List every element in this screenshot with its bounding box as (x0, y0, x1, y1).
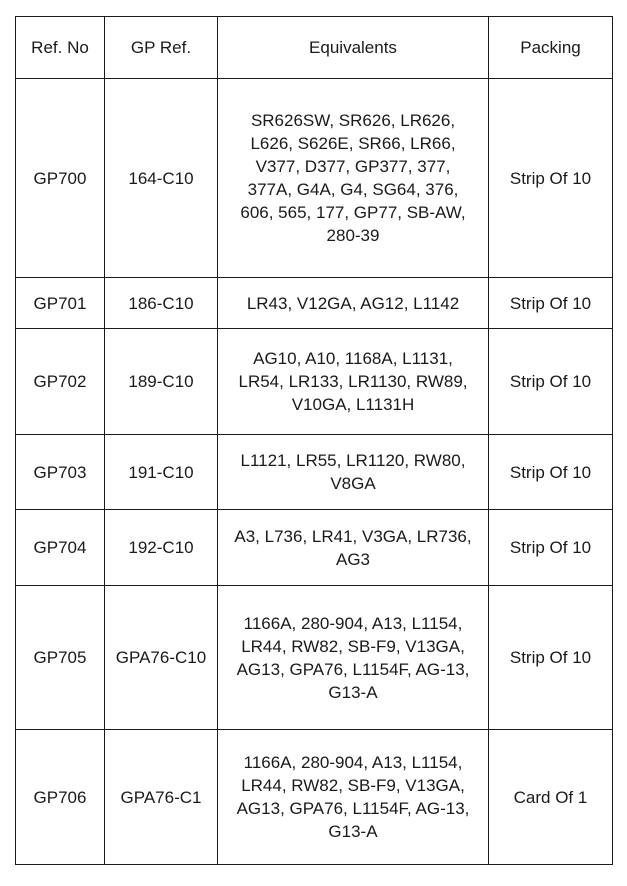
equivalents-cell (218, 586, 489, 730)
header-packing: Packing (489, 17, 613, 79)
table-row (16, 510, 613, 586)
equivalents-line: G13-A (328, 682, 378, 702)
ref-no-cell: GP705 (16, 586, 105, 730)
ref-no-cell: GP702 (16, 329, 105, 435)
equivalents-line: L1121, LR55, LR1120, RW80, (240, 451, 466, 470)
table-row (16, 79, 613, 278)
gp-ref-cell: 164-C10 (105, 79, 218, 278)
equivalents-line: V10GA, L1131H (291, 395, 415, 414)
header-ref-no: Ref. No (16, 17, 105, 79)
equivalents-line: 606, 565, 177, GP77, SB-AW, (240, 203, 466, 222)
table-row (16, 278, 613, 329)
packing-cell: Strip Of 10 (489, 510, 613, 586)
packing-cell: Strip Of 10 (489, 329, 613, 435)
equivalents-line: V377, D377, GP377, 377, (255, 157, 451, 176)
equivalents-line: SR626SW, SR626, LR626, (250, 111, 456, 130)
equivalents-line: AG3 (335, 549, 371, 569)
ref-no-cell: GP700 (16, 79, 105, 278)
equivalents-cell (218, 79, 489, 278)
equivalents-cell (218, 278, 489, 329)
packing-cell: Strip Of 10 (489, 586, 613, 730)
gp-ref-cell: 189-C10 (105, 329, 218, 435)
header-gp-ref: GP Ref. (105, 17, 218, 79)
equivalents-line: AG10, A10, 1168A, L1131, (253, 349, 453, 368)
equivalents-line: LR44, RW82, SB-F9, V13GA, (241, 636, 465, 656)
battery-equivalents-table (15, 16, 613, 865)
equivalents-line: LR54, LR133, LR1130, RW89, (238, 372, 468, 391)
ref-no-cell: GP703 (16, 435, 105, 510)
equivalents-line: 1166A, 280-904, A13, L1154, (243, 753, 463, 772)
equivalents-line: LR43, V12GA, AG12, L1142 (246, 293, 460, 313)
table-row (16, 730, 613, 865)
table-row (16, 329, 613, 435)
equivalents-line: LR44, RW82, SB-F9, V13GA, (241, 776, 465, 795)
gp-ref-cell: 186-C10 (105, 278, 218, 329)
ref-no-cell: GP706 (16, 730, 105, 865)
equivalents-line: AG13, GPA76, L1154F, AG-13, (236, 659, 470, 679)
header-equivalents: Equivalents (218, 17, 489, 79)
gp-ref-cell: 191-C10 (105, 435, 218, 510)
equivalents-cell (218, 730, 489, 865)
equivalents-cell (218, 510, 489, 586)
packing-cell: Strip Of 10 (489, 435, 613, 510)
packing-cell: Strip Of 10 (489, 79, 613, 278)
ref-no-cell: GP704 (16, 510, 105, 586)
table-row (16, 586, 613, 730)
equivalents-line: L626, S626E, SR66, LR66, (250, 134, 456, 153)
equivalents-cell (218, 435, 489, 510)
equivalents-line: 280-39 (326, 226, 380, 245)
packing-cell: Strip Of 10 (489, 278, 613, 329)
equivalents-line: A3, L736, LR41, V3GA, LR736, (234, 526, 472, 546)
equivalents-line: 1166A, 280-904, A13, L1154, (243, 613, 463, 633)
gp-ref-cell: GPA76-C1 (105, 730, 218, 865)
equivalents-cell (218, 329, 489, 435)
equivalents-line: G13-A (328, 822, 378, 841)
packing-cell: Card Of 1 (489, 730, 613, 865)
equivalents-line: 377A, G4A, G4, SG64, 376, (247, 180, 459, 199)
table-row (16, 435, 613, 510)
header-row (16, 17, 613, 79)
equivalents-line: V8GA (330, 474, 376, 493)
ref-no-cell: GP701 (16, 278, 105, 329)
gp-ref-cell: 192-C10 (105, 510, 218, 586)
gp-ref-cell: GPA76-C10 (105, 586, 218, 730)
equivalents-line: AG13, GPA76, L1154F, AG-13, (236, 799, 470, 818)
